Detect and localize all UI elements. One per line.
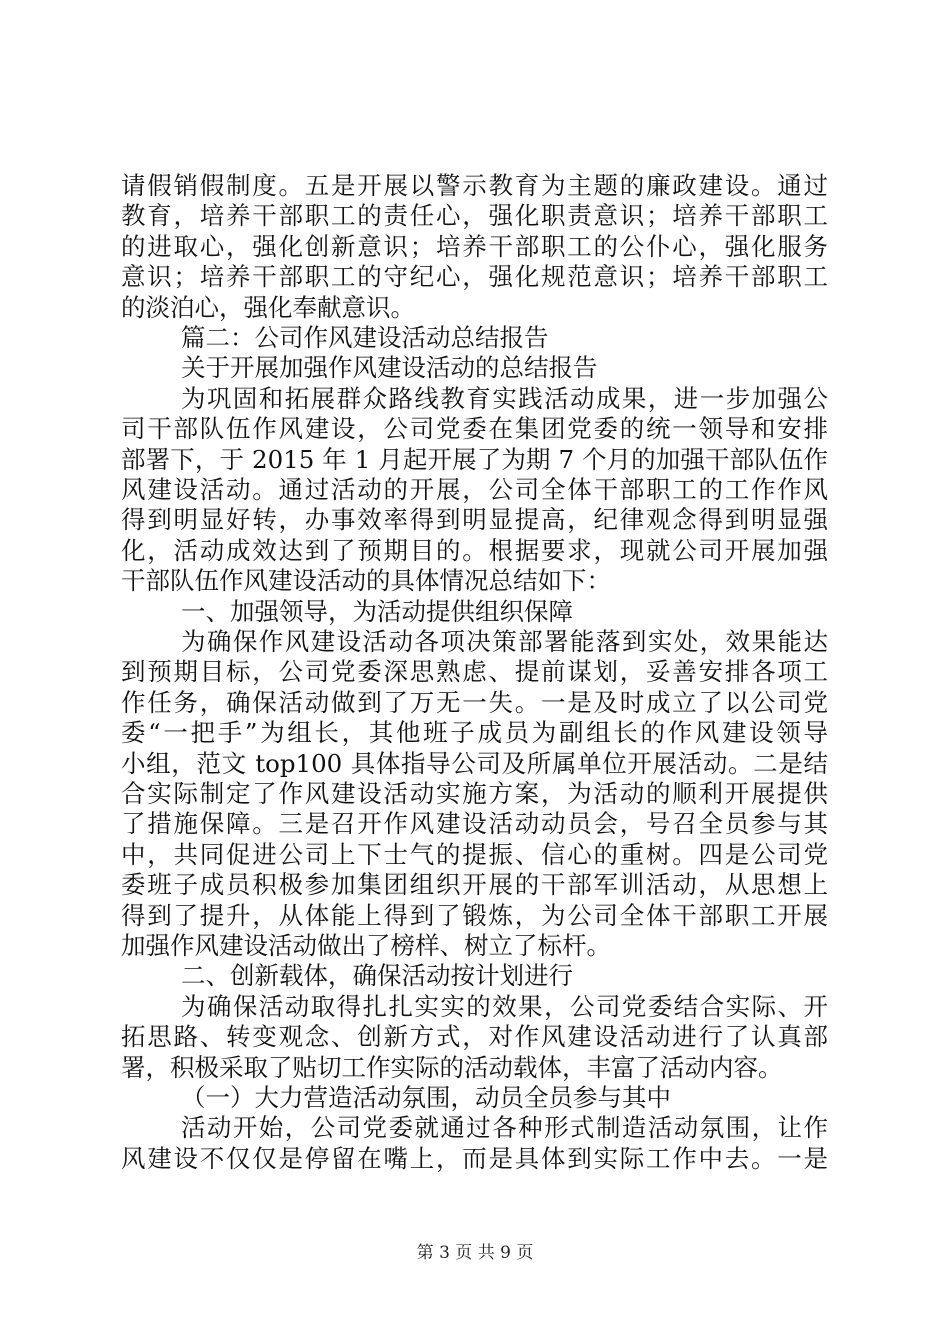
- body-line: 教育，培养干部职工的责任心，强化职责意识；培养干部职工: [121, 201, 828, 231]
- section-heading: 一、加强领导，为活动提供组织保障: [181, 596, 573, 626]
- report-title: 关于开展加强作风建设活动的总结报告: [181, 353, 598, 383]
- body-line: 加强作风建设活动做出了榜样、树立了标杆。: [121, 931, 611, 960]
- section-title: 篇二：公司作风建设活动总结报告: [181, 323, 549, 352]
- body-line: 得到明显好转，办事效率得到明显提高，纪律观念得到明显强: [121, 505, 828, 535]
- body-line: 得到了提升，从体能上得到了锻炼，为公司全体干部职工开展: [121, 900, 828, 930]
- body-line: 司干部队伍作风建设，公司党委在集团党委的统一领导和安排: [121, 414, 828, 444]
- body-line: 委班子成员积极参加集团组织开展的干部军训活动，从思想上: [121, 870, 828, 900]
- body-line: 的淡泊心，强化奉献意识。: [121, 292, 415, 322]
- body-line: 为确保活动取得扎扎实实的效果，公司党委结合实际、开: [181, 991, 828, 1021]
- body-line: 活动开始，公司党委就通过各种形式制造活动氛围，让作: [181, 1113, 828, 1143]
- body-line: 作任务，确保活动做到了万无一失。一是及时成立了以公司党: [121, 687, 828, 717]
- body-line: 署，积极采取了贴切工作实际的活动载体，丰富了活动内容。: [121, 1052, 783, 1082]
- body-line: 拓思路、转变观念、创新方式，对作风建设活动进行了认真部: [121, 1022, 828, 1052]
- body-line: 合实际制定了作风建设活动实施方案，为活动的顺利开展提供: [121, 779, 828, 808]
- section-heading: 二、创新载体，确保活动按计划进行: [181, 961, 573, 991]
- body-line: 部署下，于 2015 年 1 月起开展了为期 7 个月的加强干部队伍作: [121, 444, 828, 474]
- body-line: 风建设不仅仅是停留在嘴上，而是具体到实际工作中去。一是: [121, 1143, 828, 1173]
- body-line: 中，共同促进公司上下士气的提振、信心的重树。四是公司党: [121, 839, 828, 869]
- body-line: 化，活动成效达到了预期目的。根据要求，现就公司开展加强: [121, 535, 828, 565]
- body-line: 风建设活动。通过活动的开展，公司全体干部职工的工作作风: [121, 475, 828, 504]
- body-line: 的进取心，强化创新意识；培养干部职工的公仆心，强化服务: [121, 231, 828, 261]
- page-number: 第 3 页 共 9 页: [416, 1243, 534, 1263]
- body-line: 请假销假制度。五是开展以警示教育为主题的廉政建设。通过: [121, 171, 828, 200]
- body-line: 为确保作风建设活动各项决策部署能落到实处，效果能达: [181, 627, 828, 656]
- body-line: 了措施保障。三是召开作风建设活动动员会，号召全员参与其: [121, 809, 828, 839]
- body-line: 意识；培养干部职工的守纪心，强化规范意识；培养干部职工: [121, 262, 828, 292]
- body-line: 到预期目标，公司党委深思熟虑、提前谋划，妥善安排各项工: [121, 657, 828, 687]
- body-line: 小组，范文 top100 具体指导公司及所属单位开展活动。二是结: [121, 748, 828, 778]
- body-line: 干部队伍作风建设活动的具体情况总结如下：: [121, 566, 611, 596]
- body-line: 委“一把手”为组长，其他班子成员为副组长的作风建设领导: [121, 718, 828, 748]
- subsection-heading: （一）大力营造活动氛围，动员全员参与其中: [181, 1083, 671, 1112]
- body-line: 为巩固和拓展群众路线教育实践活动成果，进一步加强公: [181, 383, 828, 413]
